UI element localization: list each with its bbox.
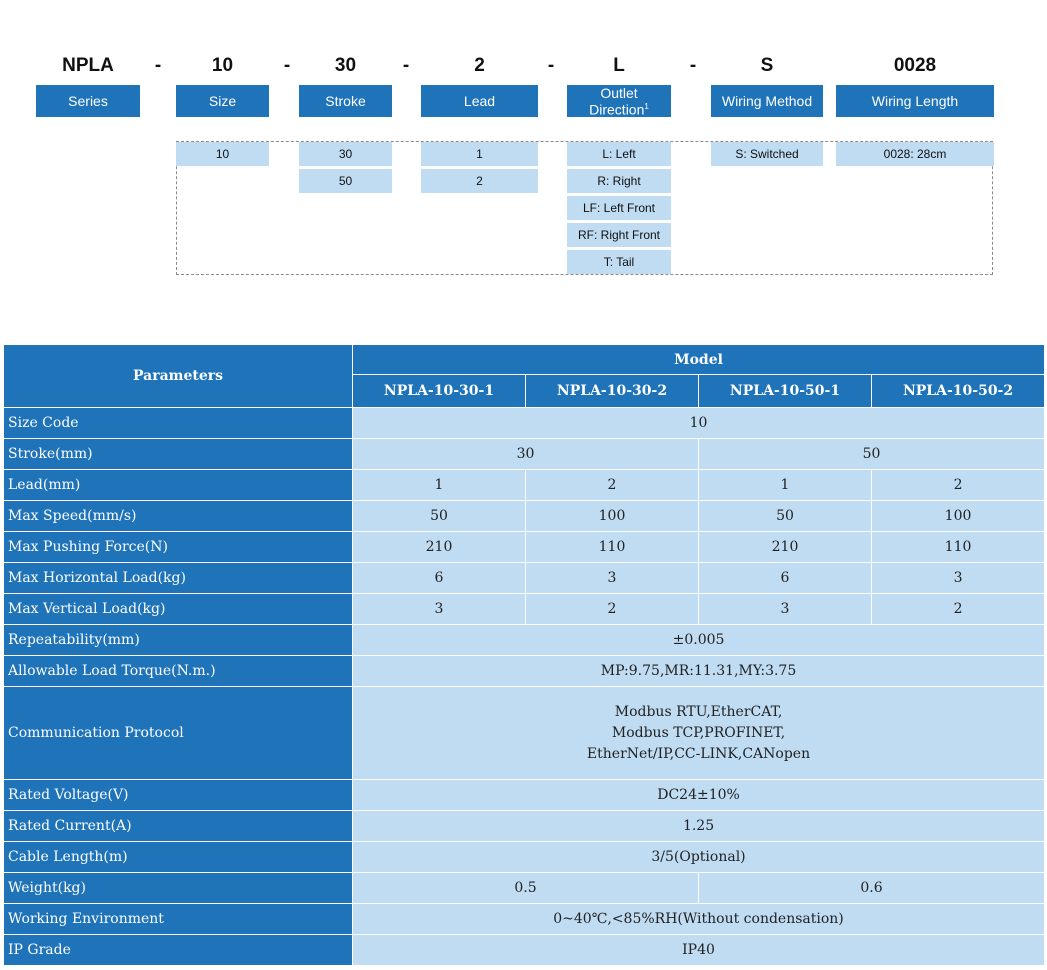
model-name: NPLA-10-30-1: [353, 375, 526, 408]
param-value: 6: [353, 563, 526, 594]
param-value: 50: [699, 439, 1045, 470]
param-value: 210: [699, 532, 872, 563]
param-value: [353, 687, 1045, 780]
param-value: 3: [353, 594, 526, 625]
param-label: Size Code: [4, 408, 353, 439]
table-row: [4, 594, 1045, 625]
option-lead: 2: [421, 169, 538, 193]
param-value: 2: [526, 470, 699, 501]
code-separator: -: [154, 55, 162, 76]
param-value: 2: [872, 470, 1045, 501]
option-lead: 1: [421, 142, 538, 166]
code-outlet: L: [613, 55, 625, 76]
param-label: Cable Length(m): [4, 842, 353, 873]
code-series: NPLA: [62, 55, 114, 76]
label-wiring-length: Wiring Length: [836, 85, 994, 117]
label-lead: Lead: [421, 85, 538, 117]
param-value: 110: [526, 532, 699, 563]
option-stroke: 50: [299, 169, 392, 193]
option-outlet: T: Tail: [567, 250, 671, 274]
protocol-line: Modbus TCP,PROFINET,: [611, 724, 786, 741]
param-label: Max Horizontal Load(kg): [4, 563, 353, 594]
param-value: DC24±10%: [353, 780, 1045, 811]
label-outlet-direction: [567, 85, 671, 117]
label-size: Size: [176, 85, 269, 117]
option-wiring-method: S: Switched: [711, 142, 823, 166]
param-value: 210: [353, 532, 526, 563]
protocol-line: Modbus RTU,EtherCAT,: [614, 703, 783, 720]
param-value: 1.25: [353, 811, 1045, 842]
table-row: [4, 470, 1045, 501]
param-value: 3: [872, 563, 1045, 594]
model-name: NPLA-10-50-1: [699, 375, 872, 408]
footnote-marker: 1: [644, 101, 649, 111]
table-row: [4, 501, 1045, 532]
param-value: 2: [526, 594, 699, 625]
param-value: 110: [872, 532, 1045, 563]
table-row: [4, 439, 1045, 470]
param-value: 0.5: [353, 873, 699, 904]
param-value: 100: [872, 501, 1045, 532]
param-label: Max Speed(mm/s): [4, 501, 353, 532]
param-label: Working Environment: [4, 904, 353, 935]
param-label: Lead(mm): [4, 470, 353, 501]
label-series: Series: [36, 85, 140, 117]
parameters-header: Parameters: [4, 345, 353, 408]
table-header-row: [4, 345, 1045, 375]
param-value: 3/5(Optional): [353, 842, 1045, 873]
param-label: Stroke(mm): [4, 439, 353, 470]
param-label: Communication Protocol: [4, 687, 353, 780]
code-wiring-length: 0028: [893, 55, 937, 76]
model-name: NPLA-10-50-2: [872, 375, 1045, 408]
param-value: 3: [699, 594, 872, 625]
code-wiring-method: S: [760, 55, 774, 76]
param-value: 3: [526, 563, 699, 594]
param-value: 30: [353, 439, 699, 470]
table-row: [4, 873, 1045, 904]
option-outlet: RF: Right Front: [567, 223, 671, 247]
table-row: [4, 656, 1045, 687]
param-label: Rated Voltage(V): [4, 780, 353, 811]
param-label: Max Vertical Load(kg): [4, 594, 353, 625]
param-value: 6: [699, 563, 872, 594]
code-stroke: 30: [334, 55, 357, 76]
option-wiring-length: 0028: 28cm: [836, 142, 994, 166]
table-row: [4, 842, 1045, 873]
table-row: [4, 935, 1045, 966]
label-wiring-method: Wiring Method: [711, 85, 823, 117]
param-value: 0.6: [699, 873, 1045, 904]
param-value: IP40: [353, 935, 1045, 966]
spec-table: [3, 344, 1045, 966]
label-stroke: Stroke: [299, 85, 392, 117]
param-label: Weight(kg): [4, 873, 353, 904]
code-lead: 2: [474, 55, 485, 76]
param-value: 0~40℃,<85%RH(Without condensation): [353, 904, 1045, 935]
code-separator: -: [283, 55, 291, 76]
param-value: ±0.005: [353, 625, 1045, 656]
code-separator: -: [689, 55, 697, 76]
option-size: 10: [176, 142, 269, 166]
table-row: [4, 408, 1045, 439]
param-value: MP:9.75,MR:11.31,MY:3.75: [353, 656, 1045, 687]
code-separator: -: [402, 55, 410, 76]
table-row: [4, 687, 1045, 780]
model-header: Model: [353, 345, 1045, 375]
param-value: 50: [353, 501, 526, 532]
option-outlet: L: Left: [567, 142, 671, 166]
param-value: 50: [699, 501, 872, 532]
option-outlet: R: Right: [567, 169, 671, 193]
param-value: 2: [872, 594, 1045, 625]
outlet-label-line1: Outlet: [600, 84, 638, 101]
code-separator: -: [547, 55, 555, 76]
table-row: [4, 904, 1045, 935]
code-size: 10: [211, 55, 234, 76]
protocol-line: EtherNet/IP,CC-LINK,CANopen: [586, 745, 811, 762]
param-label: Rated Current(A): [4, 811, 353, 842]
param-value: 1: [699, 470, 872, 501]
outlet-label-line2: Direction$^1$: [589, 101, 649, 118]
param-value: 100: [526, 501, 699, 532]
table-row: [4, 625, 1045, 656]
option-stroke: 30: [299, 142, 392, 166]
model-name: NPLA-10-30-2: [526, 375, 699, 408]
param-label: IP Grade: [4, 935, 353, 966]
param-label: Repeatability(mm): [4, 625, 353, 656]
table-row: [4, 532, 1045, 563]
param-label: Allowable Load Torque(N.m.): [4, 656, 353, 687]
table-row: [4, 811, 1045, 842]
table-row: [4, 563, 1045, 594]
param-value: 10: [353, 408, 1045, 439]
param-value: 1: [353, 470, 526, 501]
option-outlet: LF: Left Front: [567, 196, 671, 220]
param-label: Max Pushing Force(N): [4, 532, 353, 563]
table-row: [4, 780, 1045, 811]
